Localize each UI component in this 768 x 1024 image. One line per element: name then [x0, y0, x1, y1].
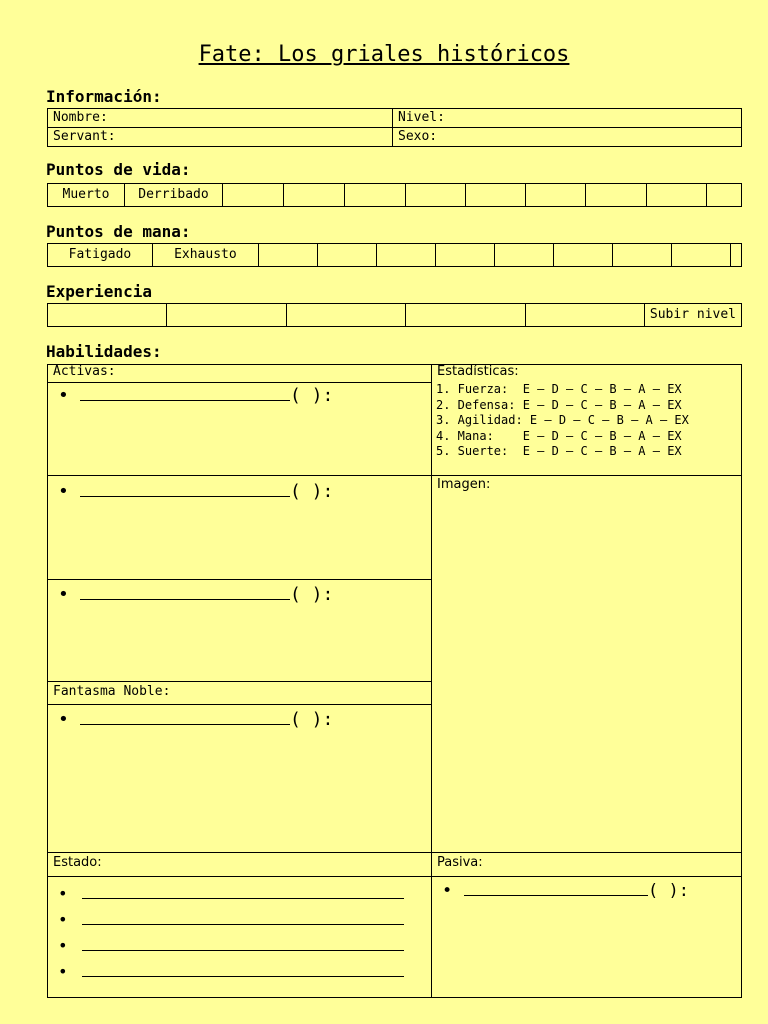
skill-rank-slot: ( ): — [290, 481, 334, 502]
mana-cell[interactable] — [554, 244, 613, 267]
nombre-field[interactable] — [48, 109, 393, 128]
vida-cell[interactable] — [406, 184, 466, 207]
vida-cell[interactable] — [466, 184, 526, 207]
imagen-label: Imagen: — [437, 477, 491, 492]
active-skill-entry[interactable] — [58, 481, 333, 502]
experiencia-heading: Experiencia — [46, 282, 152, 301]
stat-row-suerte: 5. Suerte: E – D – C – B – A – EX — [436, 444, 682, 458]
estado-entry[interactable] — [58, 884, 404, 903]
skill-rank-slot: ( ): — [290, 584, 334, 605]
noble-phantasm-entry[interactable] — [58, 709, 333, 730]
vida-cell[interactable] — [647, 184, 707, 207]
mana-tracker — [47, 243, 742, 267]
stat-row-mana: 4. Mana: E – D – C – B – A – EX — [436, 428, 682, 443]
vida-tracker — [47, 183, 742, 207]
info-heading: Información: — [46, 87, 162, 106]
level-up-cell[interactable]: Subir nivel — [644, 304, 741, 327]
nombre-label: Nombre: — [53, 110, 108, 125]
nivel-label: Nivel: — [398, 110, 445, 125]
servant-label: Servant: — [53, 129, 116, 144]
skill-name-blank[interactable] — [80, 710, 290, 725]
estado-entry[interactable] — [58, 910, 404, 929]
skill-name-blank[interactable] — [80, 386, 290, 401]
skill-name-blank[interactable] — [80, 482, 290, 497]
skill-name-blank[interactable] — [464, 881, 648, 896]
passive-skill-entry[interactable] — [442, 881, 689, 901]
mana-cell[interactable] — [435, 244, 495, 267]
skill-rank-slot: ( ): — [648, 881, 689, 901]
xp-cell[interactable] — [48, 304, 167, 327]
bullet-icon: • — [442, 881, 453, 901]
fantasma-rule — [47, 704, 431, 705]
vida-cell[interactable]: Muerto — [48, 184, 125, 207]
skill-rank-slot: ( ): — [290, 385, 334, 406]
mana-cell[interactable] — [495, 244, 554, 267]
experiencia-tracker — [47, 303, 742, 327]
vida-cell[interactable] — [526, 184, 586, 207]
estado-entry[interactable] — [58, 962, 404, 981]
nivel-field[interactable] — [393, 109, 742, 128]
vida-cell[interactable] — [345, 184, 406, 207]
section-rule — [47, 852, 742, 853]
activas-rule — [47, 382, 431, 383]
estadisticas-label: Estadísticas: — [437, 364, 519, 379]
mana-cell[interactable]: Exhausto — [152, 244, 258, 267]
vida-cell[interactable]: Derribado — [125, 184, 223, 207]
stat-row-defensa: 2. Defensa: E – D – C – B – A – EX — [436, 397, 682, 412]
bullet-icon: • — [58, 884, 68, 903]
sexo-field[interactable] — [393, 128, 742, 147]
mana-cell[interactable]: Fatigado — [48, 244, 153, 267]
estado-label: Estado: — [53, 855, 102, 870]
page-title: Fate: Los griales históricos — [198, 42, 570, 67]
mana-cell[interactable] — [258, 244, 317, 267]
xp-cell[interactable] — [406, 304, 525, 327]
vida-cell[interactable] — [707, 184, 742, 207]
mana-cell[interactable] — [376, 244, 435, 267]
habilidades-heading: Habilidades: — [46, 342, 162, 361]
active-skill-entry[interactable] — [58, 385, 333, 406]
pasiva-label: Pasiva: — [437, 855, 483, 870]
bullet-icon: • — [58, 584, 69, 605]
estado-blank[interactable] — [82, 938, 404, 951]
imagen-area[interactable] — [432, 476, 741, 852]
bullet-icon: • — [58, 962, 68, 981]
vida-cell[interactable] — [586, 184, 647, 207]
xp-cell[interactable] — [286, 304, 405, 327]
mana-cell[interactable] — [672, 244, 731, 267]
vida-heading: Puntos de vida: — [46, 160, 191, 179]
estado-entry[interactable] — [58, 936, 404, 955]
mana-heading: Puntos de mana: — [46, 222, 191, 241]
xp-cell[interactable] — [525, 304, 644, 327]
activas-label: Activas: — [53, 364, 116, 379]
bullet-icon: • — [58, 936, 68, 955]
skill-name-blank[interactable] — [80, 585, 290, 600]
active-skill-entry[interactable] — [58, 584, 333, 605]
stat-row-fuerza: 1. Fuerza: E – D – C – B – A – EX — [436, 382, 682, 396]
mana-cell[interactable] — [613, 244, 672, 267]
vida-cell[interactable] — [223, 184, 284, 207]
section-rule — [47, 681, 431, 682]
info-table — [47, 108, 742, 147]
mana-cell[interactable] — [731, 244, 742, 267]
bullet-icon: • — [58, 481, 69, 502]
stat-row-agilidad: 3. Agilidad: E – D – C – B – A – EX — [436, 413, 689, 427]
servant-field[interactable] — [48, 128, 393, 147]
bullet-icon: • — [58, 385, 69, 406]
fantasma-noble-label: Fantasma Noble: — [53, 684, 171, 699]
section-rule — [47, 579, 431, 580]
bullet-icon: • — [58, 910, 68, 929]
estado-blank[interactable] — [82, 886, 404, 899]
mana-cell[interactable] — [317, 244, 376, 267]
skill-rank-slot: ( ): — [290, 709, 334, 730]
bullet-icon: • — [58, 709, 69, 730]
sexo-label: Sexo: — [398, 129, 438, 144]
vida-cell[interactable] — [284, 184, 345, 207]
estado-blank[interactable] — [82, 912, 404, 925]
estado-blank[interactable] — [82, 964, 404, 977]
estado-rule — [47, 876, 742, 877]
xp-cell[interactable] — [167, 304, 286, 327]
